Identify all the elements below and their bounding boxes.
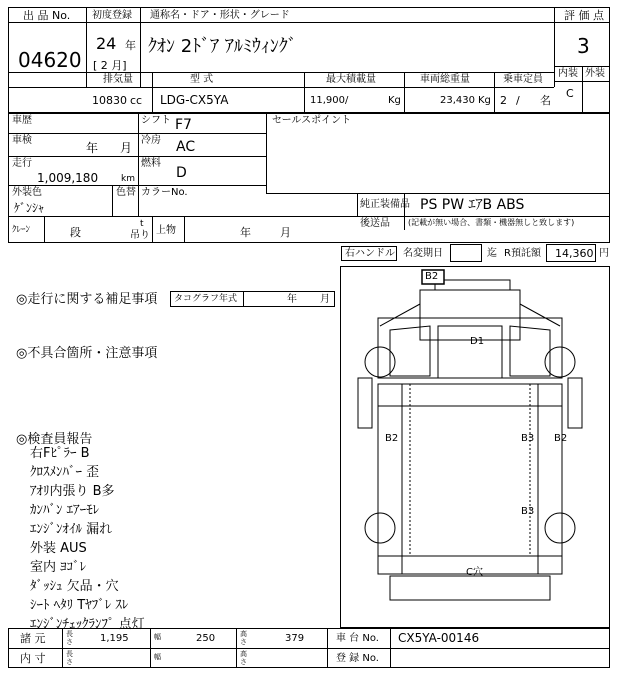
color-number-label: カラーNo. (141, 187, 188, 198)
gross-weight-unit: Kg (478, 95, 491, 106)
equipment-label: 純正装備品 (360, 199, 410, 210)
shift-label: シフト (141, 115, 171, 126)
dims-label: 諸 元 (20, 632, 46, 645)
chassis-value: CX5YA-00146 (398, 631, 480, 645)
displacement-value: 10830 (92, 94, 127, 107)
diagram-label-c-hole: C穴 (466, 567, 483, 578)
windshield-lines (380, 304, 560, 326)
crane-label: ｸﾚｰﾝ (12, 225, 31, 235)
name-change-box (450, 244, 482, 262)
interior-length-label: 長さ (66, 650, 73, 666)
inspector-item: ｱｵﾘ内張り B多 (30, 484, 115, 499)
first-registration-label: 初度登録 (92, 10, 132, 21)
height-label: 高さ (240, 630, 247, 646)
inspection-label: 車検 (12, 135, 32, 146)
tachograph-label: タコグラフ年式 (174, 294, 238, 304)
lift-month: 月 (280, 226, 291, 239)
sales-point-label: セールスポイント (272, 115, 352, 126)
history-label: 車歴 (12, 115, 32, 126)
year-unit: 年 (125, 39, 136, 52)
displacement-unit: cc (130, 94, 143, 107)
lot-number-label: 出 品 No. (23, 9, 71, 22)
exterior-color-label: 外装色 (12, 187, 42, 198)
crane-steps: 段 (70, 226, 81, 239)
inspector-item: ｸﾛｽﾒﾝﾊﾞｰ 歪 (30, 465, 100, 480)
lift-year: 年 (240, 226, 251, 239)
height-value: 379 (285, 633, 305, 644)
diagram-label-b2-right: B2 (554, 433, 568, 444)
diagram-label-b3-mid: B3 (521, 433, 535, 444)
max-load-separator: / (345, 95, 349, 106)
r-tax-value: 14,360 (555, 247, 594, 260)
tachograph-year: 年 (287, 294, 297, 305)
inspector-item: ｶﾝﾊﾞﾝ ｴｱｰﾓﾚ (30, 503, 100, 518)
left-door (390, 326, 430, 376)
vehicle-name: ｸｵﾝ 2ﾄﾞｱ ｱﾙﾐｳｨﾝｸﾞ (148, 36, 297, 57)
retrofit-note: (記載が無い場合、書類・機器無しと致します) (408, 218, 575, 227)
inspector-item: ｼｰﾄ ﾍﾀﾘ Tﾔﾌﾞﾚ ｽﾚ (30, 598, 129, 613)
rear-left-wheel (365, 513, 395, 543)
color-change-label: 色替 (116, 187, 136, 198)
mileage-unit: km (121, 174, 135, 184)
interior-height-label: 高さ (240, 650, 247, 666)
gross-weight-value: 23,430 (440, 95, 475, 106)
cargo-body (378, 384, 562, 574)
inspector-item: 室内 ﾖｺﾞﾚ (30, 560, 87, 575)
interior-dims-label: 内 寸 (20, 652, 46, 665)
width-value: 250 (196, 633, 216, 644)
ac-value: AC (176, 139, 196, 155)
fuel-value: D (176, 165, 187, 181)
grade-label: 評 価 点 (564, 9, 604, 22)
gross-weight-label: 車両総重量 (420, 74, 470, 85)
inspector-item: ｴﾝｼﾞﾝｵｲﾙ 漏れ (30, 522, 113, 537)
interior-width-label: 幅 (154, 653, 161, 661)
inspection-month-unit: 月 (120, 141, 133, 155)
grade-value: 3 (577, 34, 590, 58)
vehicle-name-label: 通称名・ドア・形状・グレード (150, 10, 290, 21)
crane-lift: 吊り (130, 230, 150, 241)
max-load-label: 最大積載量 (326, 74, 376, 85)
dashboard (438, 326, 502, 378)
ac-label: 冷房 (141, 135, 161, 146)
diagram-label-b3-lower: B3 (521, 506, 535, 517)
displacement-label: 排気量 (103, 74, 133, 85)
equipment-value: PS PW ｴｱB ABS (420, 197, 525, 213)
cab-top (435, 280, 510, 290)
exterior-grade-label: 外装 (585, 68, 605, 79)
steering-label: 右ハンドル (345, 248, 395, 259)
inspector-item: 外装 AUS (30, 541, 87, 556)
model-label: 型 式 (190, 74, 214, 85)
first-registration-month: [ 2 月] (93, 59, 127, 72)
registration-number-label: 登 録 No. (336, 653, 379, 664)
inspector-item: 右Fﾋﾟﾗｰ B (30, 446, 90, 461)
retrofit-label: 後送品 (360, 218, 390, 229)
defects-label: ◎不具合箇所・注意事項 (16, 346, 158, 361)
exterior-color-value: ｹﾞﾝｼｬ (14, 201, 45, 215)
diagram-label-d1: D1 (470, 336, 485, 347)
max-load-value: 11,900 (310, 95, 345, 106)
width-label: 幅 (154, 633, 161, 641)
capacity-value: 2 (500, 94, 507, 107)
lift-label: 上物 (156, 225, 176, 236)
inspector-report-label: ◎検査員報告 (16, 432, 93, 447)
r-tax-label: R預託額 (504, 248, 541, 259)
model-value: LDG-CX5YA (160, 93, 229, 107)
capacity-unit: 名 (540, 94, 551, 107)
length-label: 長さ (66, 630, 73, 646)
mileage-label: 走行 (12, 158, 32, 169)
max-load-unit: Kg (388, 95, 401, 106)
diagram-label-b2-left: B2 (385, 433, 399, 444)
rear-right-wheel (545, 513, 575, 543)
inspector-item: ﾀﾞｯｼｭ 欠品・穴 (30, 579, 119, 594)
first-registration-year: 24 (96, 34, 117, 53)
chassis-label: 車 台 No. (336, 633, 379, 644)
rear-bumper (390, 576, 550, 600)
interior-grade-label: 内装 (558, 68, 578, 79)
length-value: 1,195 (100, 633, 129, 644)
mileage-value: 1,009,180 (37, 171, 99, 185)
cab-body (378, 318, 562, 378)
right-door (510, 326, 550, 376)
lot-number: 04620 (18, 48, 82, 72)
inspector-item: ｴﾝｼﾞﾝﾁｪｯｸﾗﾝﾌﾟ 点灯 (30, 617, 145, 632)
r-tax-unit: 円 (599, 248, 609, 259)
tachograph-month: 月 (320, 294, 330, 305)
interior-grade-value: C (566, 87, 574, 100)
fuel-label: 燃料 (141, 158, 161, 169)
cab-roof (420, 290, 520, 340)
driving-notes-label: ◎走行に関する補足事項 (16, 292, 158, 307)
shift-value: F7 (175, 117, 192, 133)
name-change-label: 名変期日 (403, 248, 443, 259)
capacity-separator: / (516, 94, 520, 107)
tax-until-label: 迄 (487, 248, 497, 259)
capacity-label: 乗車定員 (503, 74, 543, 85)
diagram-label-b2-top: B2 (425, 271, 439, 282)
crane-ton: t (140, 219, 144, 229)
inspection-year-unit: 年 (86, 141, 99, 155)
